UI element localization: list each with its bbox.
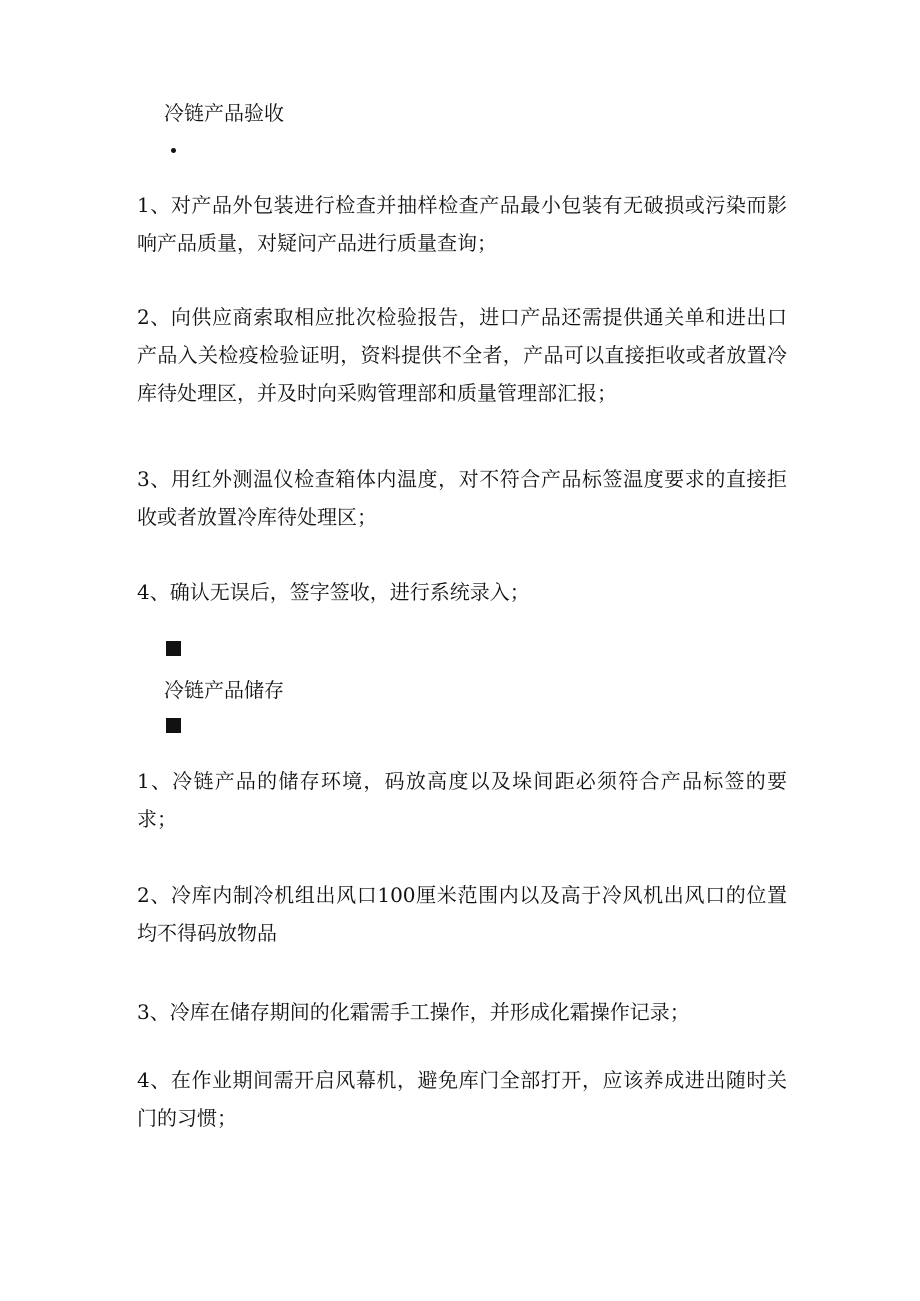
storage-item-4: 4、在作业期间需开启风幕机，避免库门全部打开，应该养成进出随时关门的习惯； — [137, 1068, 787, 1130]
acceptance-item-4: 4、确认无误后，签字签收，进行系统录入； — [137, 580, 530, 604]
acceptance-item-1: 1、对产品外包装进行检查并抽样检查产品最小包装有无破损或污染而影响产品质量，对疑问产品进行质量查询； — [137, 193, 787, 255]
bullet-square — [166, 641, 181, 656]
bullet-dot — [171, 148, 176, 153]
section-title-storage: 冷链产品储存 — [164, 678, 284, 702]
acceptance-item-3: 3、用红外测温仪检查箱体内温度，对不符合产品标签温度要求的直接拒收或者放置冷库待处理区； — [137, 467, 787, 529]
acceptance-item-2: 2、向供应商索取相应批次检验报告，进口产品还需提供通关单和进出口产品入关检疫检验证明，资料提供不全者，产品可以直接拒收或者放置冷库待处理区，并及时向采购管理部和质量管理部汇报； — [137, 305, 787, 405]
storage-item-3: 3、冷库在储存期间的化霜需手工操作，并形成化霜操作记录； — [137, 1000, 690, 1024]
bullet-square — [166, 718, 181, 733]
section-title-acceptance: 冷链产品验收 — [164, 101, 284, 125]
storage-item-2: 2、冷库内制冷机组出风口100厘米范围内以及高于冷风机出风口的位置均不得码放物品 — [137, 883, 787, 945]
storage-item-1: 1、冷链产品的储存环境，码放高度以及垛间距必须符合产品标签的要求； — [137, 769, 787, 831]
